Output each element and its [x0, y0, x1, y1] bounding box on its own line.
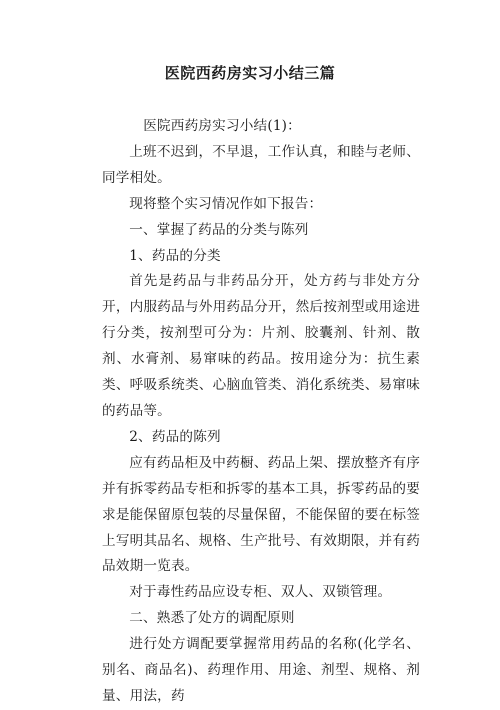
section-subtitle: 医院西药房实习小结(1)：: [143, 118, 301, 134]
section-heading: 一、掌握了药品的分类与陈列: [129, 221, 309, 238]
subsection-heading: 1、药品的分类: [129, 247, 221, 264]
paragraph: 上班不迟到，不早退，工作认真，和睦与老师、同学相处。: [102, 143, 420, 186]
paragraph: 对于毒性药品应设专柜、双人、双锁管理。: [129, 584, 392, 601]
document-title: 医院西药房实习小结三篇: [164, 64, 336, 82]
subsection-heading: 2、药品的陈列: [129, 428, 221, 445]
section-heading: 二、熟悉了处方的调配原则: [129, 610, 295, 627]
paragraph: 应有药品柜及中药橱、药品上架、摆放整齐有序并有拆零药品专柜和拆零的基本工具，拆零药品的要求是能保留原包装的尽量保留，不能保留的要在标签上写明其品名、规格、生产批号、有效期限，并有药品效期一览表。: [102, 454, 420, 575]
paragraph: 首先是药品与非药品分开，处方药与非处方分开，内服药品与外用药品分开，然后按剂型或用途进行分类，按剂型可分为：片剂、胶囊剂、针剂、散剂、水膏剂、易窜味的药品。按用途分为：抗生素类、呼吸系统类、心脑血管类、消化系统类、易窜味的药品等。: [102, 273, 420, 419]
document-body: [102, 114, 420, 710]
paragraph: 现将整个实习情况作如下报告：: [129, 195, 323, 212]
paragraph: 进行处方调配要掌握常用药品的名称(化学名、别名、商品名)、药理作用、用途、剂型、规格、剂量、用法，药: [102, 636, 420, 704]
